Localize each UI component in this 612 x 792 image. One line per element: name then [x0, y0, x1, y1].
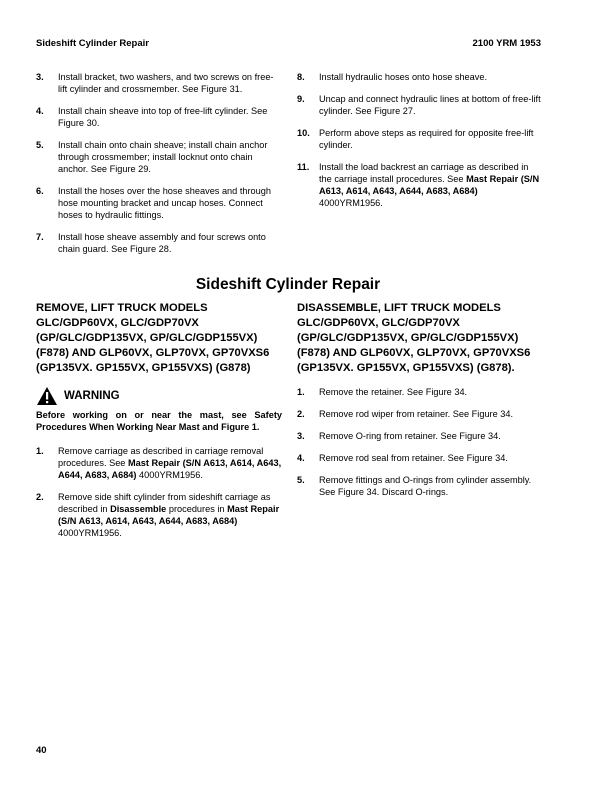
- warning-row: [36, 386, 282, 406]
- step-item: 4. Install chain sheave into top of free-lift cylinder. See Figure 30.: [36, 106, 268, 128]
- step-item: 1. Remove the retainer. See Figure 34.: [297, 387, 468, 397]
- step-item: 2. Remove rod wiper from retainer. See Figure 34.: [297, 409, 514, 419]
- header-left: Sideshift Cylinder Repair: [36, 38, 149, 49]
- step-item: 6. Install the hoses over the hose sheaves and through hose mounting bracket and uncap hoses. Connect hoses to hydraulic fittings.: [36, 186, 271, 220]
- step-item: 10. Perform above steps as required for opposite free-lift cylinder.: [297, 128, 534, 150]
- top-left-column: [36, 71, 282, 265]
- top-right-column: [297, 71, 543, 219]
- page-number: 40: [36, 745, 47, 756]
- step-item: 1. Remove carriage as described in carriage removal procedures. See Mast Repair (S/N A613, A614, A643, A644, A683, A684) 4000YRM1956.: [36, 446, 282, 480]
- step-item: 2. Remove side shift cylinder from sideshift carriage as described in Disassemble procedures in Mast Repair (S/N A613, A614, A643, A644, A683, A684) 4000YRM1956.: [36, 492, 280, 538]
- step-item: 5. Remove fittings and O-rings from cylinder assembly. See Figure 34. Discard O-rings.: [297, 475, 532, 497]
- disassemble-column: [297, 301, 543, 508]
- step-item: 7. Install hose sheave assembly and four screws onto chain guard. See Figure 28.: [36, 232, 266, 254]
- section-title: Sideshift Cylinder Repair: [195, 276, 381, 293]
- warning-triangle-icon: [36, 386, 58, 406]
- remove-heading: REMOVE, LIFT TRUCK MODELS GLC/GDP60VX, GLC/GDP70VX (GP/GLC/GDP135VX, GP/GLC/GDP155VX) (F878) AND GLP60VX, GLP70VX, GP70VXS6 (GP135VX. GP155VX, GP155VXS) (G878): [36, 302, 270, 374]
- disassemble-heading: DISASSEMBLE, LIFT TRUCK MODELS GLC/GDP60VX, GLC/GDP70VX (GP/GLC/GDP135VX, GP/GLC/GDP155VX) (F878) AND GLP60VX, GLP70VX, GP70VXS6 (GP135VX. GP155VX, GP155VXS) (G878).: [297, 302, 531, 374]
- step-item: 8. Install hydraulic hoses onto hose sheave.: [297, 72, 488, 82]
- step-item: 3. Remove O-ring from retainer. See Figure 34.: [297, 431, 501, 441]
- header-right: 2100 YRM 1953: [472, 38, 541, 49]
- remove-column: [36, 301, 282, 549]
- warning-label: WARNING: [64, 390, 120, 402]
- warning-text: Before working on or near the mast, see Safety Procedures When Working Near Mast and Figure 1.: [36, 410, 282, 432]
- step-item: 3. Install bracket, two washers, and two screws on free-lift cylinder and crossmember. See Figure 31.: [36, 72, 274, 94]
- step-item: 9. Uncap and connect hydraulic lines at bottom of free-lift cylinder. See Figure 27.: [297, 94, 541, 116]
- step-item: 5. Install chain onto chain sheave; install chain anchor through crossmember; install locknut onto chain anchor. See Figure 29.: [36, 140, 268, 174]
- step-item: 4. Remove rod seal from retainer. See Figure 34.: [297, 453, 508, 463]
- step-item: 11. Install the load backrest an carriage as described in the carriage install procedures. See Mast Repair (S/N A613, A614, A643, A644, A683, A684) 4000YRM1956.: [297, 162, 540, 208]
